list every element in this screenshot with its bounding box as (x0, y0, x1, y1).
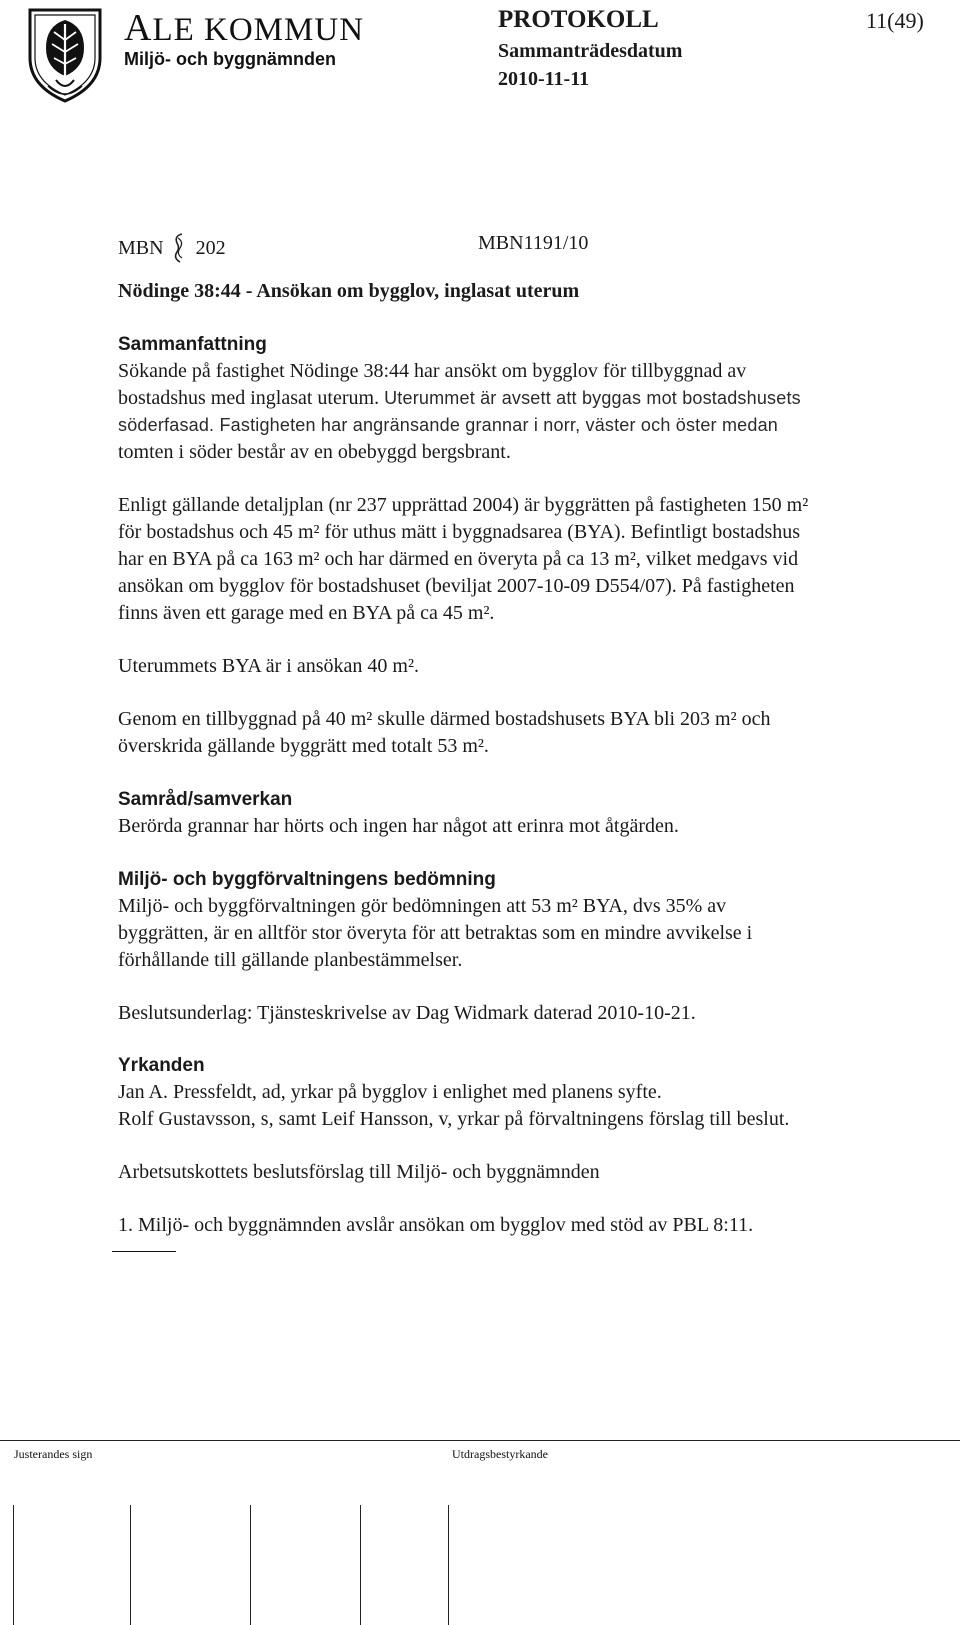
detail-plan-paragraph (118, 492, 918, 627)
signature-box-divider (448, 1505, 449, 1625)
motion-line: Jan A. Pressfeldt, ad, yrkar på bygglov i enlighet med planens syfte. (118, 1081, 662, 1103)
paragraph-prefix: MBN (118, 237, 164, 259)
signature-box-divider (360, 1505, 361, 1625)
assessment-line: förhållande till gällande planbestämmelser. (118, 949, 463, 971)
motions-section (118, 1052, 918, 1133)
committee-proposal: Arbetsutskottets beslutsförslag till Miljö- och byggnämnden (118, 1161, 600, 1183)
paragraph-line: överskrida gällande byggrätt med totalt 53 m². (118, 735, 489, 757)
case-reference-row (118, 232, 589, 264)
assessment-heading: Miljö- och byggförvaltningens bedömning (118, 869, 496, 890)
paragraph-line: för bostadshus och 45 m² för uthus mätt i byggnadsarea (BYA). Befintligt bostadshus (118, 521, 801, 543)
summary-heading: Sammanfattning (118, 334, 267, 355)
municipality-crest-icon (26, 6, 104, 104)
summary-line: Sökande på fastighet Nödinge 38:44 har ansökt om bygglov för tillbyggnad av (118, 360, 747, 382)
case-title: Nödinge 38:44 - Ansökan om bygglov, inglasat uterum (118, 280, 580, 302)
consultation-section (118, 786, 918, 840)
diary-number: MBN1191/10 (478, 232, 589, 254)
paragraph-line: finns även ett garage med en BYA på ca 45 m². (118, 602, 495, 624)
paragraph-number: 202 (195, 237, 226, 259)
paragraph-line: ansökan om bygglov för bostadshuset (beviljat 2007-10-09 D554/07). På fastigheten (118, 575, 795, 597)
consultation-heading: Samråd/samverkan (118, 789, 293, 810)
assessment-line: Miljö- och byggförvaltningen gör bedömningen att 53 m² BYA, dvs 35% av (118, 895, 727, 917)
assessment-line: byggrätten, är en alltför stor överyta för att betraktas som en mindre avvikelse i (118, 922, 753, 944)
extract-certified-label: Utdragsbestyrkande (452, 1447, 548, 1461)
page-number: 11(49) (866, 8, 924, 33)
section-sign-icon (168, 232, 190, 264)
signature-box-divider (13, 1505, 14, 1625)
summary-line: bostadshus med inglasat uterum. Uterummet är avsett att byggas mot bostadshusets (118, 387, 801, 409)
end-rule (112, 1251, 176, 1252)
consultation-text: Berörda grannar har hörts och ingen har något att erinra mot åtgärden. (118, 815, 679, 837)
paragraph-line: har en BYA på ca 163 m² och har därmed en överyta på ca 13 m², vilket medgavs vid (118, 548, 799, 570)
adjuster-sign-label: Justerandes sign (14, 1447, 93, 1461)
uterum-bya-line: Uterummets BYA är i ansökan 40 m². (118, 655, 419, 677)
document-type: PROTOKOLL (498, 6, 659, 33)
signature-box-divider (130, 1505, 131, 1625)
department-name: Miljö- och byggnämnden (124, 49, 336, 69)
organization-name: ALE KOMMUN (124, 7, 365, 49)
paragraph-line: Genom en tillbyggnad på 40 m² skulle därmed bostadshusets BYA bli 203 m² och (118, 708, 771, 730)
motions-heading: Yrkanden (118, 1055, 205, 1076)
extension-paragraph (118, 706, 918, 760)
assessment-section (118, 866, 918, 974)
meeting-date-label: Sammanträdesdatum (498, 40, 683, 62)
paragraph-line: Enligt gällande detaljplan (nr 237 upprättad 2004) är byggrätten på fastigheten 150 m² (118, 494, 809, 516)
summary-section (118, 331, 918, 466)
summary-line: tomten i söder består av en obebyggd bergsbrant. (118, 441, 511, 463)
meeting-date: 2010-11-11 (498, 68, 590, 90)
summary-line: söderfasad. Fastigheten har angränsande grannar i norr, väster och öster medan (118, 415, 778, 435)
motion-line: Rolf Gustavsson, s, samt Leif Hansson, v, yrkar på förvaltningens förslag till beslut. (118, 1108, 790, 1130)
decision-basis: Beslutsunderlag: Tjänsteskrivelse av Dag Widmark daterad 2010-10-21. (118, 1002, 696, 1024)
signature-box-divider (250, 1505, 251, 1625)
decision-item: 1. Miljö- och byggnämnden avslår ansökan om bygglov med stöd av PBL 8:11. (118, 1214, 754, 1236)
footer-divider (0, 1440, 960, 1441)
